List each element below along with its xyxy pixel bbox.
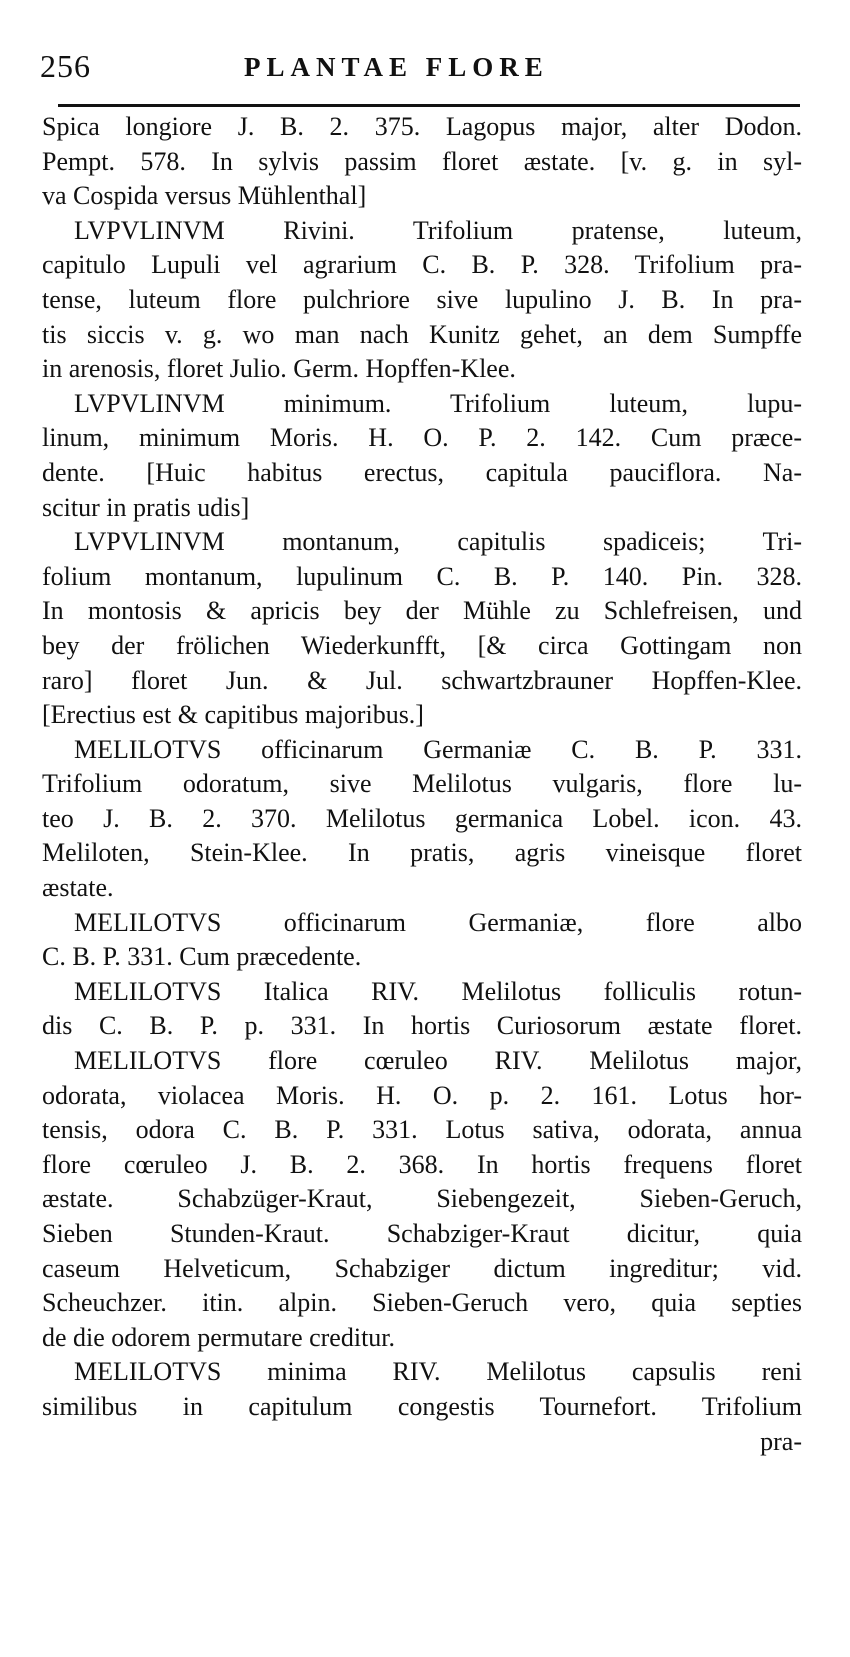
text-line: In montosis & apricis bey der Mühle zu Schlefreisen, und [42, 596, 802, 626]
text-line: dente. [Huic habitus erectus, capitula pauciflora. Na- [42, 457, 802, 487]
text-line: linum, minimum Moris. H. O. P. 2. 142. Cum præce- [42, 423, 802, 453]
text-line: æstate. Schabzüger-Kraut, Siebengezeit, Sieben-Geruch, [42, 1184, 802, 1214]
text-line: [Erectius est & capitibus majoribus.] [42, 700, 424, 730]
text-line: Scheuchzer. itin. alpin. Sieben-Geruch vero, quia septies [42, 1288, 802, 1318]
text-line: Meliloten, Stein-Klee. In pratis, agris vineisque floret [42, 838, 802, 868]
text-line: odorata, violacea Moris. H. O. p. 2. 161. Lotus hor- [42, 1080, 802, 1110]
catchword: pra- [760, 1426, 802, 1456]
text-line: Trifolium odoratum, sive Melilotus vulgaris, flore lu- [42, 769, 802, 799]
page-number: 256 [40, 48, 91, 84]
text-line: MELILOTVS Italica RIV. Melilotus folliculis rotun- [74, 976, 802, 1006]
running-head: PLANTAE FLORE [244, 52, 549, 82]
text-line: æstate. [42, 873, 114, 903]
text-line: MELILOTVS minima RIV. Melilotus capsulis reni [74, 1357, 802, 1387]
text-line: tis siccis v. g. wo man nach Kunitz gehet, an dem Sumpffe [42, 319, 802, 349]
text-line: in arenosis, floret Julio. Germ. Hopffen-Klee. [42, 354, 516, 384]
page-header [40, 48, 800, 88]
text-line: C. B. P. 331. Cum præcedente. [42, 942, 362, 972]
text-line: flore cœruleo J. B. 2. 368. In hortis frequens floret [42, 1149, 802, 1179]
text-line: dis C. B. P. p. 331. In hortis Curiosorum æstate floret. [42, 1011, 802, 1041]
text-line: Sieben Stunden-Kraut. Schabziger-Kraut dicitur, quia [42, 1219, 802, 1248]
text-line: Spica longiore J. B. 2. 375. Lagopus major, alter Dodon. [42, 112, 802, 141]
text-line: MELILOTVS flore cœruleo RIV. Melilotus major, [74, 1046, 802, 1076]
text-line: bey der frölichen Wiederkunfft, [& circa Gottingam non [42, 630, 802, 660]
text-line: teo J. B. 2. 370. Melilotus germanica Lobel. icon. 43. [42, 803, 802, 833]
text-line: folium montanum, lupulinum C. B. P. 140. Pin. 328. [42, 561, 802, 591]
text-line: MELILOTVS officinarum Germaniæ, flore albo [74, 907, 802, 937]
text-line: de die odorem permutare creditur. [42, 1322, 396, 1352]
text-line: MELILOTVS officinarum Germaniæ C. B. P. 331. [74, 734, 802, 764]
text-line: similibus in capitulum congestis Tournefort. Trifolium [42, 1391, 802, 1421]
text-body [42, 110, 802, 1459]
text-line: capitulo Lupuli vel agrarium C. B. P. 328. Trifolium pra- [42, 250, 802, 280]
header-rule [58, 104, 800, 107]
text-line: tensis, odora C. B. P. 331. Lotus sativa, odorata, annua [42, 1115, 802, 1145]
text-line: va Cospida versus Mühlenthal] [42, 181, 367, 211]
text-line: LVPVLINVM minimum. Trifolium luteum, lupu- [74, 388, 802, 418]
text-line: raro] floret Jun. & Jul. schwartzbrauner Hopffen-Klee. [42, 665, 802, 695]
text-line: tense, luteum flore pulchriore sive lupulino J. B. In pra- [42, 284, 802, 314]
text-line: LVPVLINVM montanum, capitulis spadiceis; Tri- [74, 527, 802, 557]
text-line: caseum Helveticum, Schabziger dictum ingreditur; vid. [42, 1253, 802, 1283]
text-line: LVPVLINVM Rivini. Trifolium pratense, luteum, [74, 215, 802, 245]
text-line: scitur in pratis udis] [42, 492, 250, 522]
text-line: Pempt. 578. In sylvis passim floret æstate. [v. g. in syl- [42, 146, 802, 176]
